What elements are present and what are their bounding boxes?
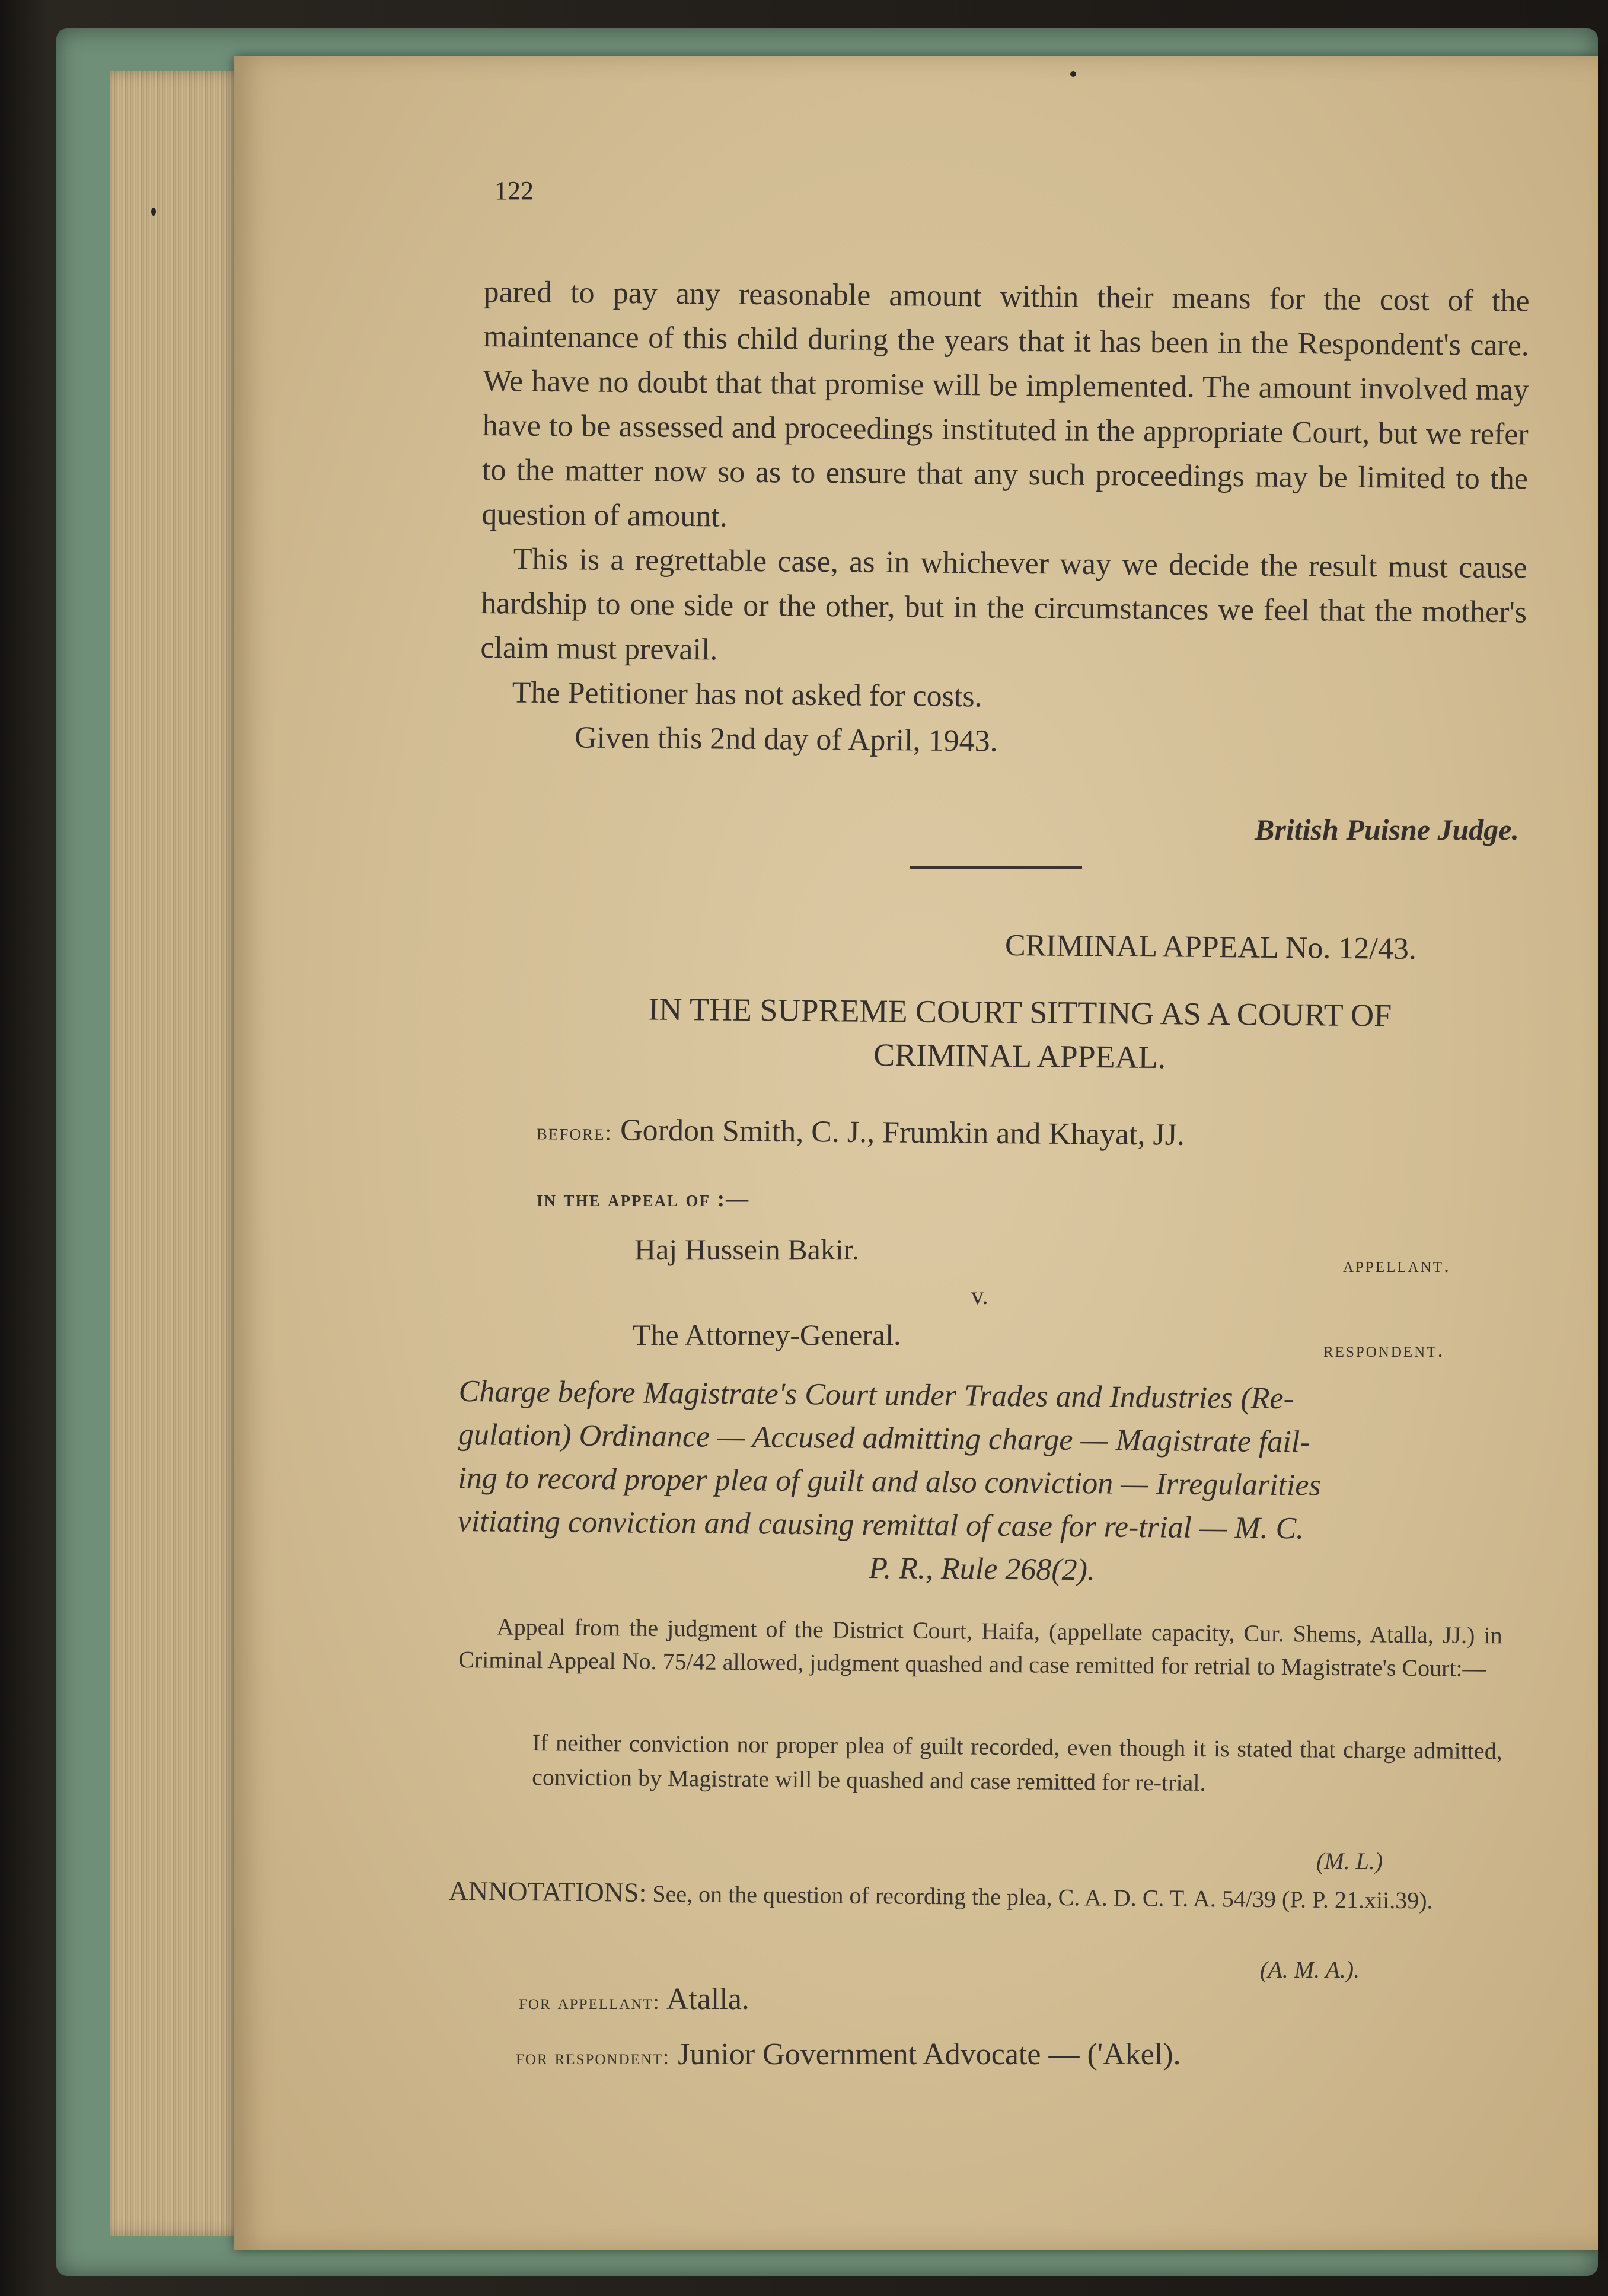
bench-judges: Gordon Smith, C. J., Frumkin and Khayat, JJ. xyxy=(620,1113,1185,1152)
counsel-appellant xyxy=(519,1982,749,2017)
versus: v. xyxy=(971,1283,988,1310)
annotations-text: See, on the question of recording the plea, C. A. D. C. T. A. 54/39 (P. P. 21.xii.39). xyxy=(652,1880,1433,1914)
held-statement: If neither conviction nor proper plea of guilt recorded, even though it is stated that charge admitted, conviction by Magistrate will be quashed and case remitted for re-trial. xyxy=(532,1729,1502,1796)
editor-initials: (A. M. A.). xyxy=(1260,1956,1360,1983)
court-title-line: IN THE SUPREME COURT SITTING AS A COURT OF xyxy=(648,991,1392,1034)
ink-speck xyxy=(151,208,156,216)
headnote-line: gulation) Ordinance — Accused admitting charge — Magistrate fail- xyxy=(458,1417,1310,1459)
respondent-role: respondent. xyxy=(1323,1338,1445,1361)
court-title-line: CRIMINAL APPEAL. xyxy=(873,1037,1166,1076)
headnote-line: P. R., Rule 268(2). xyxy=(868,1551,1096,1587)
page-edges xyxy=(110,71,246,2236)
counsel-respondent xyxy=(516,2037,1181,2072)
editor-initials: (M. L.) xyxy=(1316,1848,1383,1874)
headnote-line: vitiating conviction and causing remittal of case for re-trial — M. C. xyxy=(457,1504,1304,1546)
appeal-summary: Appeal from the judgment of the District Court, Haifa, (appellate capacity, Cur. Shems, Atalla, JJ.) in Criminal Appeal No. 75/42 allowed, judgment quashed and case remitted for retrial to Magistrate's Court:— xyxy=(458,1613,1502,1682)
judgment-paragraph: This is a regrettable case, as in whichever way we decide the result must cause hardship to one side or the other, but in the circumstances we feel that the mother's claim must prevail. xyxy=(480,542,1527,667)
appeal-number: CRIMINAL APPEAL No. 12/43. xyxy=(1004,928,1417,967)
headnote xyxy=(457,1370,1508,1595)
before-label: before: xyxy=(536,1120,613,1146)
headnote-line: Charge before Magistrate's Court under Trades and Industries (Re- xyxy=(458,1374,1294,1416)
counsel-label: for appellant: xyxy=(519,1990,661,2014)
ink-speck xyxy=(1070,71,1076,77)
appellant-role: appellant. xyxy=(1343,1253,1451,1277)
appellant-name: Haj Hussein Bakir. xyxy=(634,1233,860,1266)
respondent-name: The Attorney-General. xyxy=(633,1318,901,1351)
page-number: 122 xyxy=(494,176,534,205)
judgment-paragraph: The Petitioner has not asked for costs. xyxy=(512,675,982,714)
judgment-paragraph: pared to pay any reasonable amount within their means for the cost of the maintenance of this child during the years that it has been in the Respondent's care. We have no doubt that that promise will be implemented. The amount involved may have to be assessed and proceedings instituted in the appropriate Court, but we refer to the matter now so as to ensure that any such proceedings may be limited to the question of amount. xyxy=(481,275,1530,534)
date-line: Given this 2nd day of April, 1943. xyxy=(574,720,998,758)
headnote-line: ing to record proper plea of guilt and also conviction — Irregularities xyxy=(458,1460,1321,1503)
counsel-name: Atalla. xyxy=(666,1982,749,2016)
judgment-text xyxy=(480,270,1530,768)
annotations-label: ANNOTATIONS: xyxy=(448,1876,647,1908)
bench-line xyxy=(537,1112,1185,1153)
judge-signature: British Puisne Judge. xyxy=(1255,813,1519,846)
appeal-of-label: in the appeal of :— xyxy=(537,1187,750,1211)
counsel-label: for respondent: xyxy=(516,2045,671,2069)
section-divider xyxy=(910,866,1082,869)
court-title xyxy=(509,986,1530,1082)
counsel-name: Junior Government Advocate — ('Akel). xyxy=(678,2037,1181,2071)
